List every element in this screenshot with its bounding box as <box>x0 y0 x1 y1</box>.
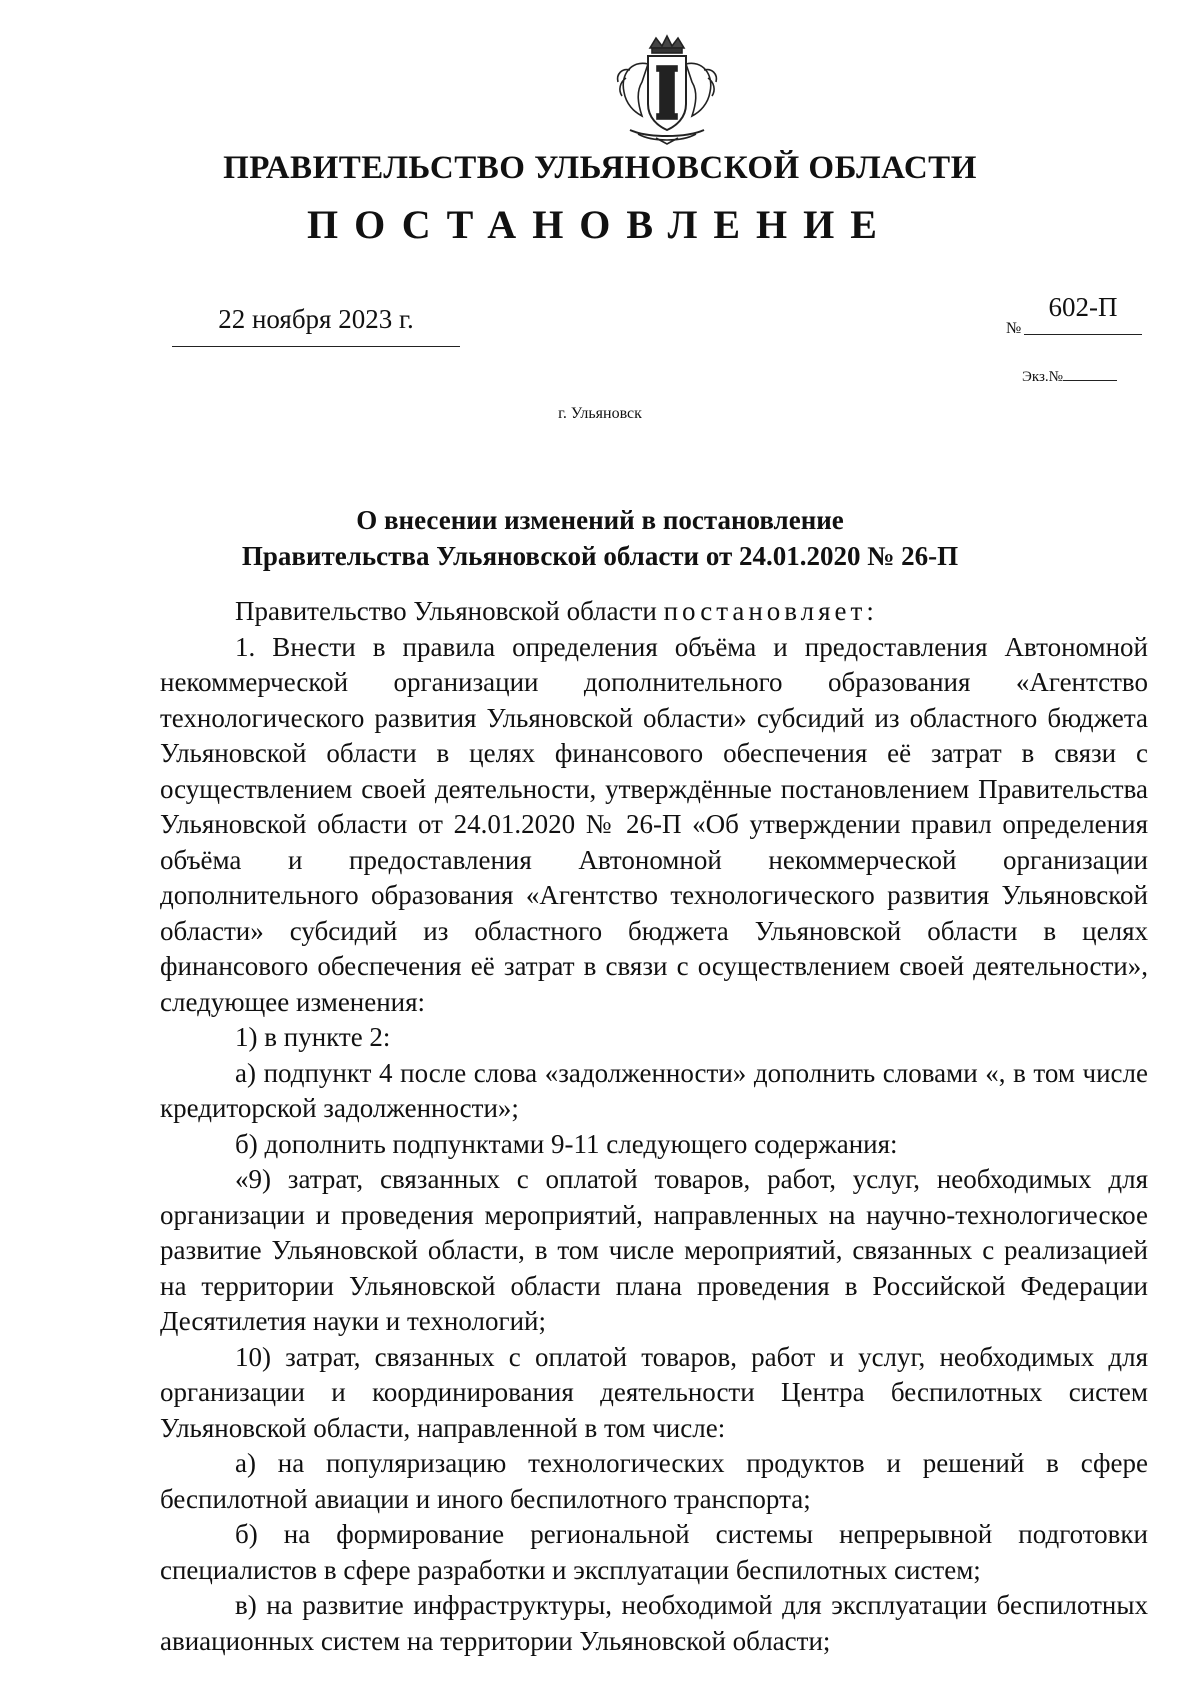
copy-number-field <box>1022 366 1146 387</box>
document-type-title: ПОСТАНОВЛЕНИЕ <box>307 202 893 247</box>
body-intro-paragraph <box>160 594 1148 630</box>
number-sign: № <box>1006 320 1022 337</box>
body-intro-verb: постановляет: <box>663 596 878 626</box>
document-number: 602-П <box>1024 290 1142 335</box>
document-subject <box>0 502 1200 574</box>
document-city: г. Ульяновск <box>558 405 642 422</box>
subject-line-1: О внесении изменений в постановление <box>356 505 844 535</box>
coat-of-arms-emblem <box>612 34 722 146</box>
body-paragraph-9: в) на развитие инфраструктуры, необходимой для эксплуатации беспилотных авиационных систем на территории Ульяновской области; <box>160 1590 1148 1656</box>
body-paragraph-1: 1. Внести в правила определения объёма и предоставления Автономной некоммерческой организации дополнительного образования «Агентство технологического развития Ульяновской области» субсидий из областного бюджета Ульяновской области в целях финансового обеспечения её затрат в связи с осуществлением своей деятельности, утверждённые постановлением Правительства Ульяновской области от 24.01.2020 № 26-П «Об утверждении правил определения объёма и предоставления Автономной некоммерческой организации дополнительного образования «Агентство технологического развития Ульяновской области» субсидий из областного бюджета Ульяновской области в целях финансового обеспечения её затрат в связи с осуществлением своей деятельности», следующее изменения: <box>160 631 1148 1017</box>
body-paragraph-7: а) на популяризацию технологических продуктов и решений в сфере беспилотной авиации и иного беспилотного транспорта; <box>160 1448 1148 1514</box>
body-paragraph-5: «9) затрат, связанных с оплатой товаров, работ, услуг, необходимых для организации и проведения мероприятий, направленных на научно-технологическое развитие Ульяновской области, в том числе мероприятий, связанных с реализацией на территории Ульяновской области плана проведения в Российской Федерации Десятилетия науки и технологий; <box>160 1164 1148 1336</box>
document-body <box>160 594 1148 1659</box>
subject-line-2: Правительства Ульяновской области от 24.01.2020 № 26-П <box>241 541 959 571</box>
body-paragraph-8: б) на формирование региональной системы непрерывной подготовки специалистов в сфере разработки и эксплуатации беспилотных систем; <box>160 1519 1148 1585</box>
body-paragraph-3: а) подпункт 4 после слова «задолженности» дополнить словами «, в том числе кредиторской задолженности»; <box>160 1057 1148 1123</box>
body-paragraph-6: 10) затрат, связанных с оплатой товаров, работ и услуг, необходимых для организации и координирования деятельности Центра беспилотных систем Ульяновской области, направленной в том числе: <box>160 1341 1148 1443</box>
organization-title: ПРАВИТЕЛЬСТВО УЛЬЯНОВСКОЙ ОБЛАСТИ <box>223 150 977 186</box>
body-paragraph-4: б) дополнить подпунктами 9-11 следующего содержания: <box>235 1128 898 1159</box>
body-intro-text: Правительство Ульяновской области <box>235 596 657 626</box>
document-date: 22 ноября 2023 г. <box>172 302 460 347</box>
copy-number-blank <box>1063 366 1117 381</box>
copy-number-label: Экз.№ <box>1022 369 1063 385</box>
body-paragraph-2: 1) в пункте 2: <box>235 1022 391 1052</box>
